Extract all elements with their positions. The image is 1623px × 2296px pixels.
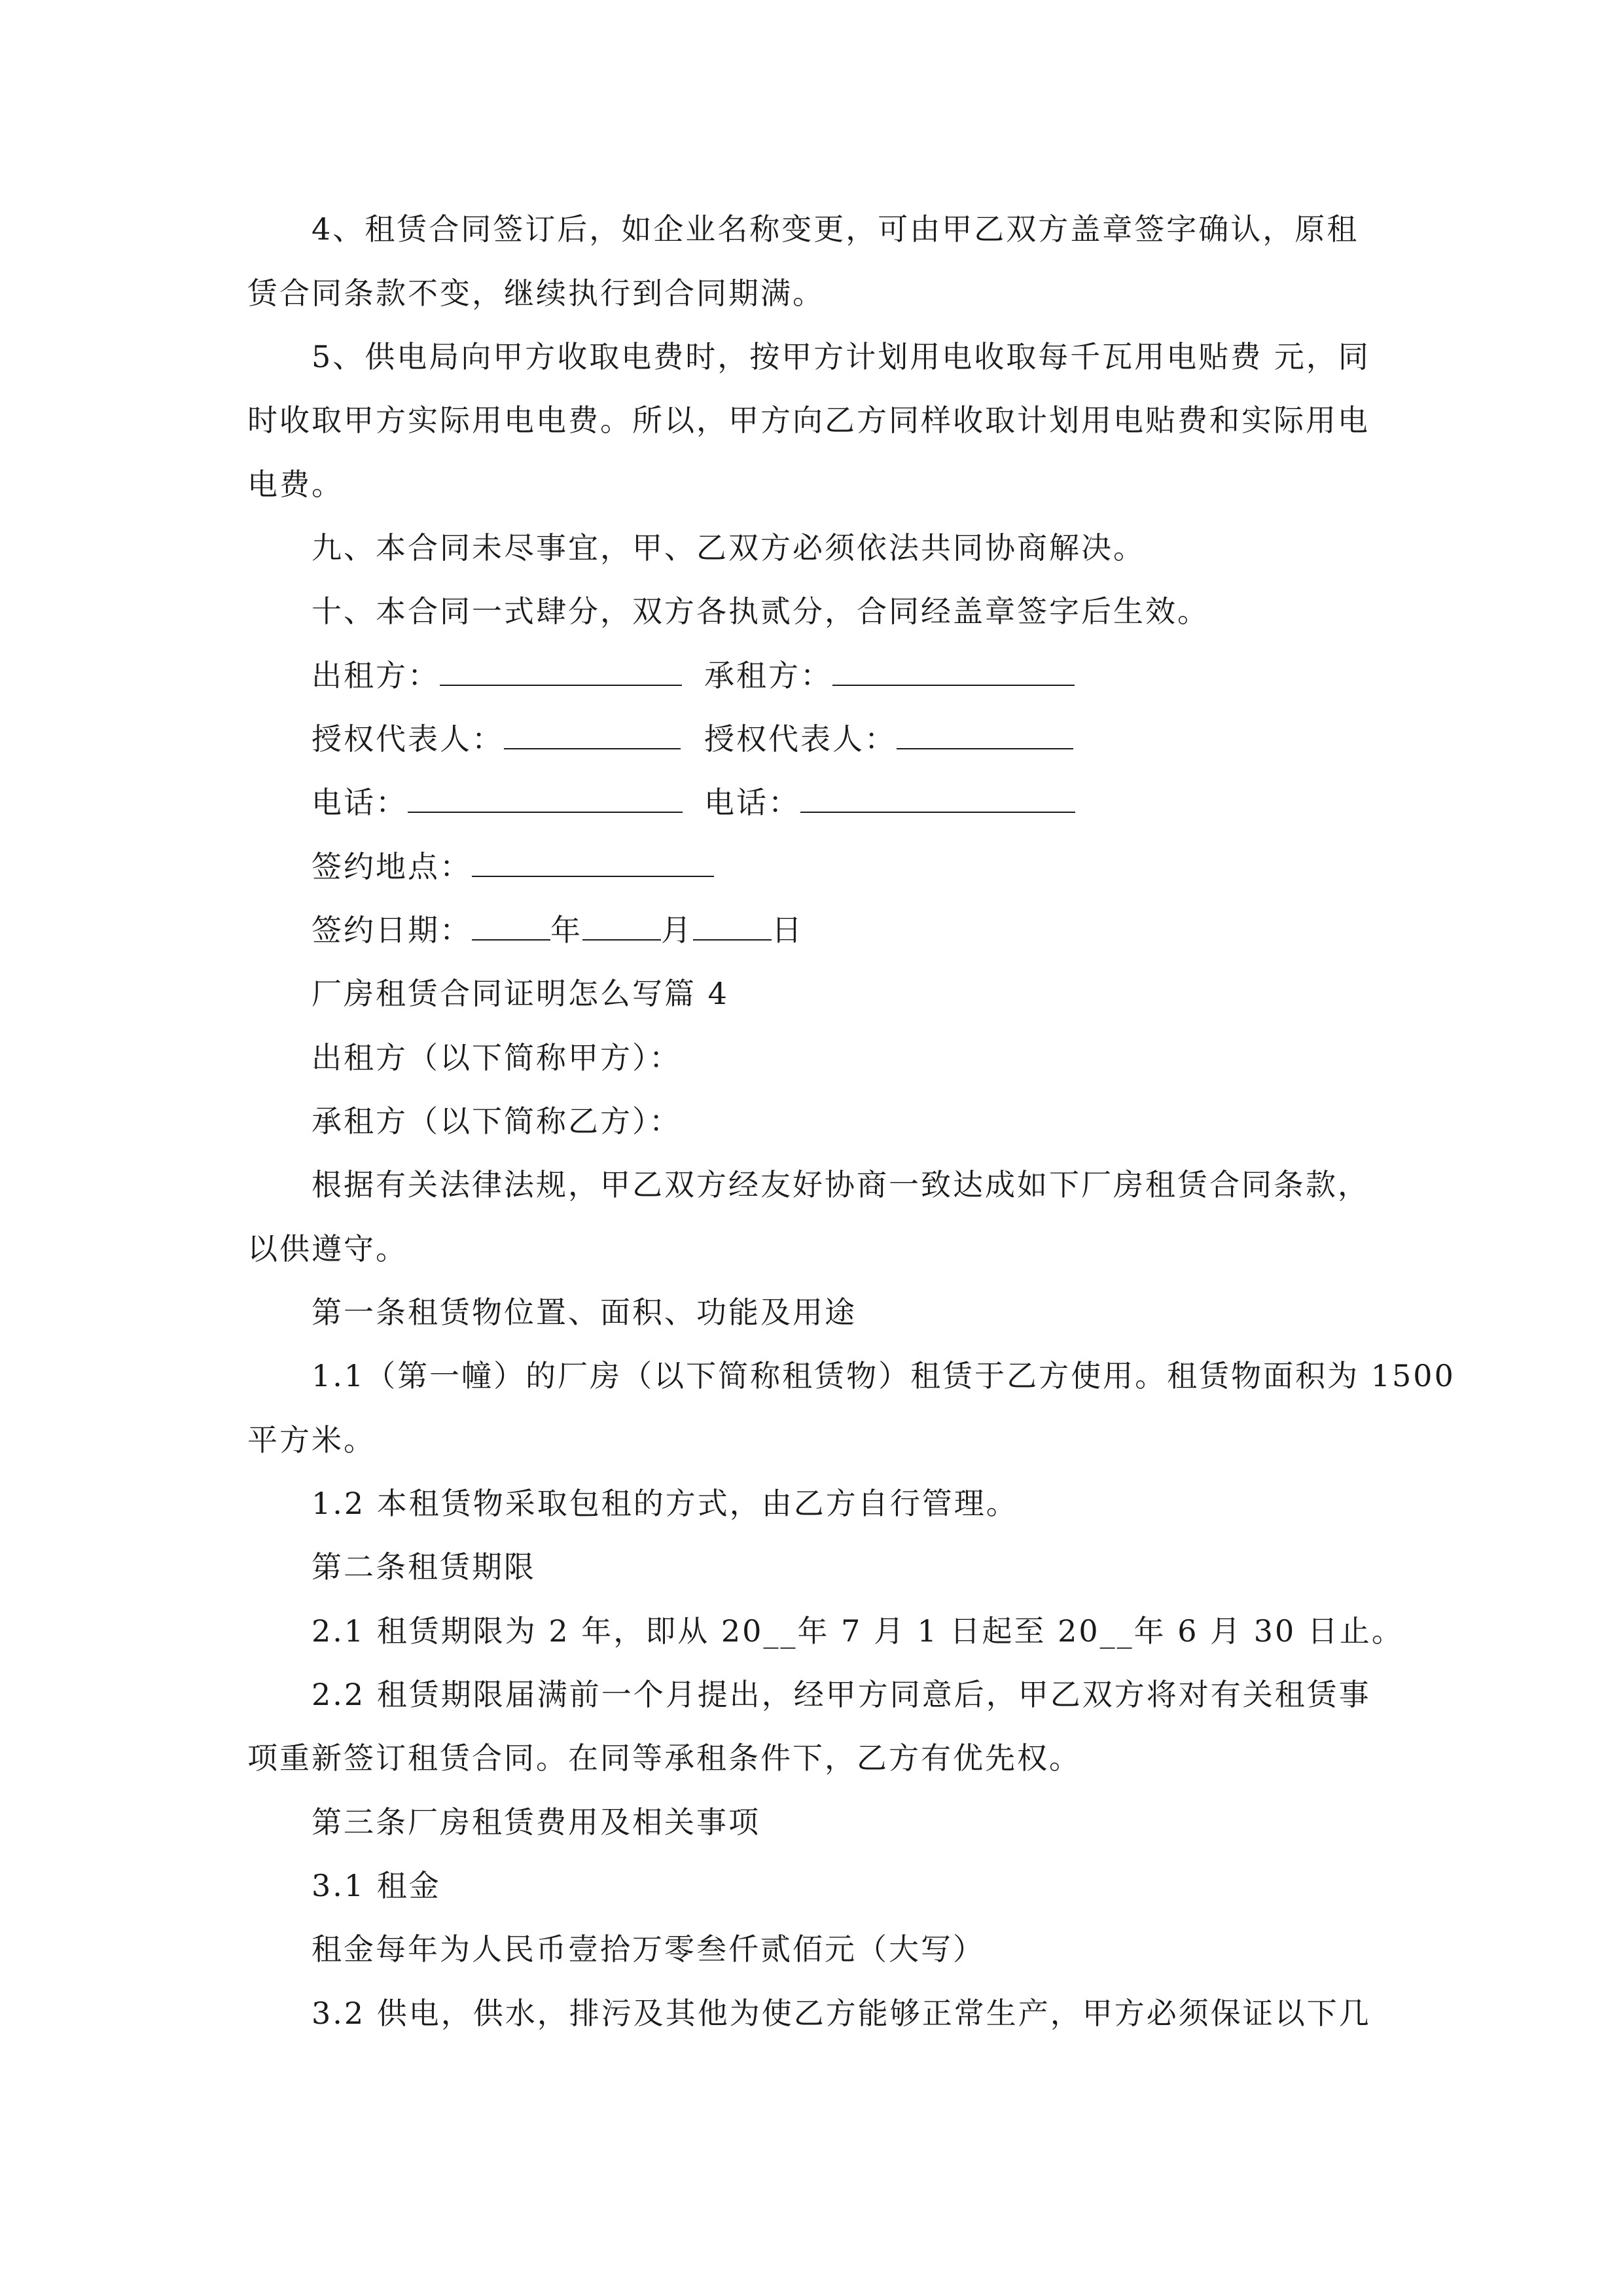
rent-amount-line: 租金每年为人民币壹拾万零叁仟贰佰元（大写） — [312, 1931, 985, 1967]
clause-1-1-line-2: 平方米。 — [247, 1422, 376, 1458]
rep-left-label: 授权代表人： — [312, 721, 504, 757]
rep-left-row — [312, 719, 681, 759]
phone-left-row — [312, 783, 683, 822]
section-title: 厂房租赁合同证明怎么写篇 4 — [312, 976, 729, 1011]
phone-right-label: 电话： — [704, 785, 800, 820]
lessee-label: 承租方： — [704, 658, 832, 693]
signing-date-label: 签约日期： — [312, 912, 472, 948]
intro-line-2: 以供遵守。 — [247, 1231, 408, 1266]
clause-2-2-line-2: 项重新签订租赁合同。在同等承租条件下，乙方有优先权。 — [247, 1740, 1081, 1776]
paragraph-5-line-3: 电费。 — [247, 467, 344, 502]
signing-date-row — [312, 910, 804, 950]
lessee-blank — [832, 658, 1075, 686]
lessee-party-line: 承租方（以下简称乙方）： — [312, 1103, 681, 1139]
phone-left-label: 电话： — [312, 785, 408, 820]
clause-2-2-line-1: 2.2 租赁期限届满前一个月提出，经甲方同意后，甲乙双方将对有关租赁事 — [312, 1677, 1371, 1712]
month-label: 月 — [661, 912, 693, 948]
phone-right-blank — [800, 785, 1075, 813]
article-1-heading: 第一条租赁物位置、面积、功能及用途 — [312, 1295, 857, 1330]
month-blank — [582, 913, 661, 941]
paragraph-4-line-2: 赁合同条款不变，继续执行到合同期满。 — [247, 276, 825, 311]
paragraph-5-line-1: 5、供电局向甲方收取电费时，按甲方计划用电收取每千瓦用电贴费 元，同 — [312, 339, 1370, 374]
day-blank — [693, 913, 772, 941]
lessor-signature-row — [312, 656, 682, 695]
phone-right-row — [704, 783, 1075, 822]
clause-2-1: 2.1 租赁期限为 2 年，即从 20__年 7 月 1 日起至 20__年 6 月 30 日止。 — [312, 1613, 1404, 1649]
rep-right-label: 授权代表人： — [704, 721, 897, 757]
lessee-signature-row — [704, 656, 1075, 695]
clause-3-2-line-1: 3.2 供电，供水，排污及其他为使乙方能够正常生产，甲方必须保证以下几 — [312, 1996, 1371, 2031]
phone-left-blank — [408, 785, 683, 813]
lessor-blank — [440, 658, 682, 686]
signing-place-label: 签约地点： — [312, 849, 472, 884]
clause-9: 九、本合同未尽事宜，甲、乙双方必须依法共同协商解决。 — [312, 530, 1145, 565]
rep-right-blank — [897, 722, 1073, 749]
year-label: 年 — [550, 912, 582, 948]
paragraph-5-line-2: 时收取甲方实际用电电费。所以，甲方向乙方同样收取计划用电贴费和实际用电 — [247, 403, 1370, 438]
article-2-heading: 第二条租赁期限 — [312, 1549, 536, 1585]
year-blank — [472, 913, 550, 941]
day-label: 日 — [772, 912, 804, 948]
signing-place-row — [312, 847, 714, 886]
lessor-label: 出租方： — [312, 658, 440, 693]
clause-1-2: 1.2 本租赁物采取包租的方式，由乙方自行管理。 — [312, 1486, 1018, 1521]
article-3-heading: 第三条厂房租赁费用及相关事项 — [312, 1804, 760, 1840]
rep-right-row — [704, 719, 1073, 759]
clause-3-1: 3.1 租金 — [312, 1868, 441, 1903]
lessor-party-line: 出租方（以下简称甲方）： — [312, 1040, 681, 1075]
rep-left-blank — [504, 722, 681, 749]
paragraph-4-line-1: 4、租赁合同签订后，如企业名称变更，可由甲乙双方盖章签字确认，原租 — [312, 211, 1359, 247]
clause-10: 十、本合同一式肆分，双方各执贰分，合同经盖章签字后生效。 — [312, 594, 1209, 629]
clause-1-1-line-1: 1.1（第一幢）的厂房（以下简称租赁物）租赁于乙方使用。租赁物面积为 1500 — [312, 1358, 1455, 1393]
signing-place-blank — [472, 850, 714, 877]
intro-line-1: 根据有关法律法规，甲乙双方经友好协商一致达成如下厂房租赁合同条款， — [312, 1167, 1370, 1202]
